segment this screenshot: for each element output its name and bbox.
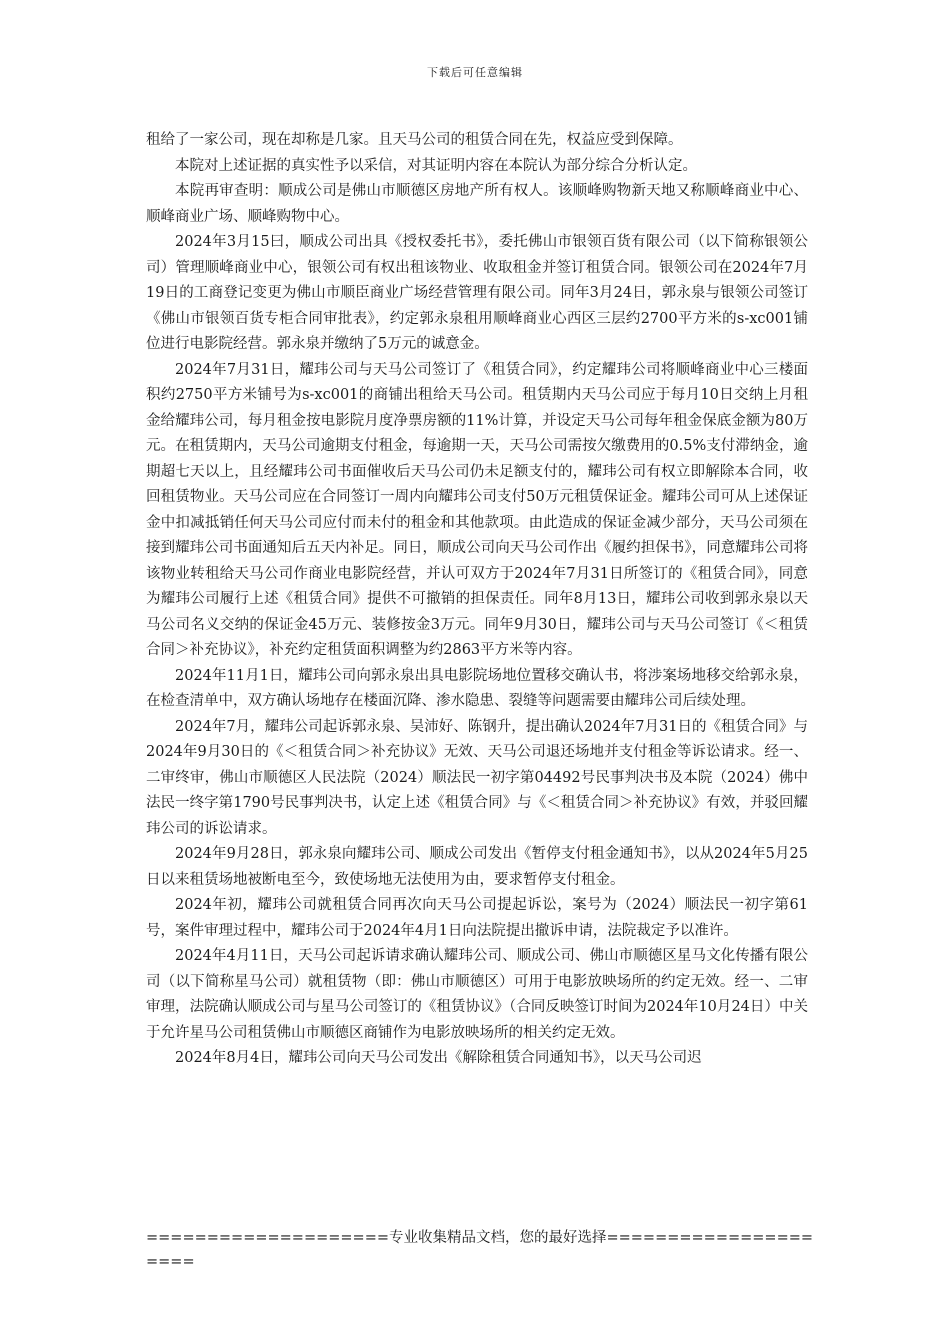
paragraph: 2024年7月31日，耀玮公司与天马公司签订了《租赁合同》，约定耀玮公司将顺峰商业中心三楼面积约2750平方米铺号为s-xc001的商铺出租给天马公司。租赁期内天马公司应于每月10日交纳上月租金给耀玮公司，每月租金按电影院月度净票房额的11%计算，并设定天马公司每年租金保底金额为80万元。在租赁期内，天马公司逾期支付租金，每逾期一天，天马公司需按欠缴费用的0.5%支付滞纳金，逾期超七天以上，且经耀玮公司书面催收后天马公司仍未足额支付的，耀玮公司有权立即解除本合同，收回租赁物业。天马公司应在合同签订一周内向耀玮公司支付50万元租赁保证金。耀玮公司可从上述保证金中扣减抵销任何天马公司应付而未付的租金和其他款项。由此造成的保证金减少部分，天马公司须在接到耀玮公司书面通知后五天内补足。同日，顺成公司向天马公司作出《履约担保书》，同意耀玮公司将该物业转租给天马公司作商业电影院经营，并认可双方于2024年7月31日所签订的《租赁合同》，同意为耀玮公司履行上述《租赁合同》提供不可撤销的担保责任。同年8月13日，耀玮公司收到郭永泉以天马公司名义交纳的保证金45万元、装修按金3万元。同年9月30日，耀玮公司与天马公司签订《＜租赁合同＞补充协议》，补充约定租赁面积调整为约2863平方米等内容。 <box>146 361 808 658</box>
paragraph: 2024年7月，耀玮公司起诉郭永泉、吴沛好、陈钢升，提出确认2024年7月31日的《租赁合同》与2024年9月30日的《＜租赁合同＞补充协议》无效、天马公司退还场地并支付租金等诉讼请求。经一、二审终审，佛山市顺德区人民法院（2024）顺法民一初字第04492号民事判决书及本院（2024）佛中法民一终字第1790号民事判决书，认定上述《租赁合同》与《＜租赁合同＞补充协议》有效，并驳回耀玮公司的诉讼请求。 <box>146 718 808 837</box>
paragraph: 2024年4月11日，天马公司起诉请求确认耀玮公司、顺成公司、佛山市顺德区星马文化传播有限公司（以下简称星马公司）就租赁物（即：佛山市顺德区）可用于电影放映场所的约定无效。经一、二审审理，法院确认顺成公司与星马公司签订的《租赁协议》（合同反映签订时间为2024年10月24日）中关于允许星马公司租赁佛山市顺德区商铺作为电影放映场所的相关约定无效。 <box>146 948 808 1041</box>
paragraph: 本院对上述证据的真实性予以采信，对其证明内容在本院认为部分综合分析认定。 <box>175 157 697 174</box>
document-body <box>146 128 808 1072</box>
page-header: 下载后可任意编辑 <box>427 66 523 79</box>
page-footer: ====================专业收集精品文档，您的最好选择===================== <box>146 1230 814 1270</box>
paragraph: 2024年8月4日，耀玮公司向天马公司发出《解除租赁合同通知书》，以天马公司迟 <box>175 1050 702 1066</box>
paragraph: 2024年3月15曰，顺成公司出具《授权委托书》，委托佛山市银领百货有限公司（以下简称银领公司）管理顺峰商业中心，银领公司有权出租该物业、收取租金并签订租赁合同。银领公司在2024年7月19日的工商登记变更为佛山市顺臣商业广场经营管理有限公司。同年3月24日，郭永泉与银领公司签订《佛山市银领百货专柜合同审批表》，约定郭永泉租用顺峰商业心西区三层约2700平方米的s-xc001铺位进行电影院经营。郭永泉并缴纳了5万元的诚意金。 <box>146 234 808 352</box>
paragraph: 2024年11月1日，耀玮公司向郭永泉出具电影院场地位置移交确认书，将涉案场地移交给郭永泉，在检查清单中，双方确认场地存在楼面沉降、渗水隐患、裂缝等问题需要由耀玮公司后续处理。 <box>146 667 808 709</box>
paragraph: 2024年9月28日，郭永泉向耀玮公司、顺成公司发出《暂停支付租金通知书》，以从2024年5月25日以来租赁场地被断电至今，致使场地无法使用为由，要求暂停支付租金。 <box>146 846 808 888</box>
paragraph: 本院再审查明：顺成公司是佛山市顺德区房地产所有权人。该顺峰购物新天地又称顺峰商业中心、顺峰商业广场、顺峰购物中心。 <box>146 183 808 225</box>
paragraph: 租给了一家公司，现在却称是几家。且天马公司的租赁合同在先，权益应受到保障。 <box>146 132 683 148</box>
paragraph: 2024年初，耀玮公司就租赁合同再次向天马公司提起诉讼，案号为（2024）顺法民一初字第61号，案件审理过程中，耀玮公司于2024年4月1日向法院提出撤诉申请，法院裁定予以准许。 <box>146 897 808 939</box>
